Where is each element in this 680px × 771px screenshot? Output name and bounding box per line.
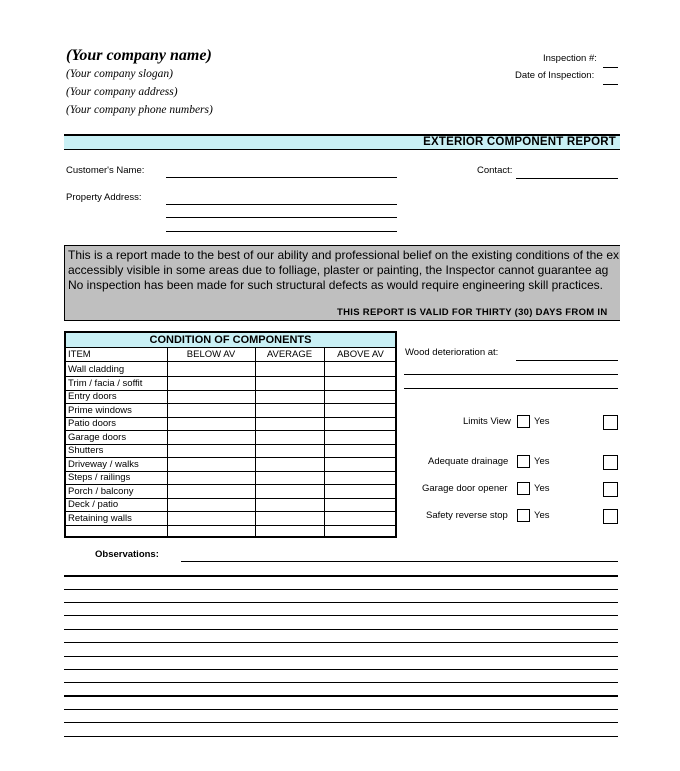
property-address-field-1[interactable] <box>166 204 397 205</box>
limits-view-yes-label: Yes <box>534 416 550 427</box>
validity-notice: THIS REPORT IS VALID FOR THIRTY (30) DAYS FROM IN <box>337 307 608 318</box>
column-header-item: ITEM <box>68 349 91 360</box>
adequate-drainage-yes-label: Yes <box>534 456 550 467</box>
column-header-below-av: BELOW AV <box>186 349 236 360</box>
observation-line[interactable] <box>64 642 618 643</box>
observation-line[interactable] <box>181 561 618 562</box>
observation-line[interactable] <box>64 656 618 657</box>
adequate-drainage-checkbox[interactable] <box>517 455 530 468</box>
wood-deterioration-field-1[interactable] <box>516 360 618 361</box>
company-slogan: (Your company slogan) <box>66 68 173 80</box>
property-address-label: Property Address: <box>66 192 142 203</box>
wood-deterioration-field-2[interactable] <box>404 374 618 375</box>
observation-line[interactable] <box>64 669 618 670</box>
observation-line[interactable] <box>64 602 618 603</box>
safety-reverse-stop-checkbox[interactable] <box>517 509 530 522</box>
report-title: EXTERIOR COMPONENT REPORT <box>423 136 616 148</box>
observation-line[interactable] <box>64 589 618 590</box>
components-title: CONDITION OF COMPONENTS <box>66 333 395 348</box>
table-row: Patio doors <box>68 418 117 429</box>
garage-door-opener-yes-label: Yes <box>534 483 550 494</box>
property-address-field-2[interactable] <box>166 217 397 218</box>
observation-line[interactable] <box>64 709 618 710</box>
contact-field[interactable] <box>516 178 618 179</box>
table-row: Garage doors <box>68 432 127 443</box>
safety-reverse-stop-checkbox-2[interactable] <box>603 509 618 524</box>
wood-deterioration-field-3[interactable] <box>404 388 618 389</box>
adequate-drainage-label: Adequate drainage <box>428 456 509 467</box>
observation-line[interactable] <box>64 722 618 723</box>
table-row: Prime windows <box>68 405 132 416</box>
table-row: Shutters <box>68 445 104 456</box>
table-row: Wall cladding <box>68 364 125 375</box>
limits-view-checkbox-2[interactable] <box>603 415 618 430</box>
column-header-above-av: ABOVE AV <box>337 349 384 360</box>
company-phone: (Your company phone numbers) <box>66 104 213 116</box>
disclaimer-box <box>64 245 620 321</box>
disclaimer-line-3: No inspection has been made for such structural defects as would require engineering skill practices. <box>68 278 603 292</box>
customer-name-label: Customer's Name: <box>66 165 145 176</box>
customer-name-field[interactable] <box>166 177 397 178</box>
observations-label: Observations: <box>95 549 159 560</box>
table-row: Trim / facia / soffit <box>68 378 143 389</box>
adequate-drainage-checkbox-2[interactable] <box>603 455 618 470</box>
observation-line[interactable] <box>64 629 618 630</box>
garage-door-opener-checkbox-2[interactable] <box>603 482 618 497</box>
company-address: (Your company address) <box>66 86 178 98</box>
garage-door-opener-label: Garage door opener <box>422 483 508 494</box>
property-address-field-3[interactable] <box>166 231 397 232</box>
garage-door-opener-checkbox[interactable] <box>517 482 530 495</box>
safety-reverse-stop-label: Safety reverse stop <box>426 510 508 521</box>
table-row: Porch / balcony <box>68 486 134 497</box>
report-title-banner <box>64 134 620 150</box>
observation-line[interactable] <box>64 575 618 577</box>
company-name: (Your company name) <box>66 47 212 64</box>
wood-deterioration-label: Wood deterioration at: <box>405 347 499 358</box>
observation-line[interactable] <box>64 682 618 683</box>
table-row: Deck / patio <box>68 499 119 510</box>
limits-view-label: Limits View <box>463 416 511 427</box>
observation-line[interactable] <box>64 615 618 616</box>
components-table <box>64 331 397 538</box>
inspection-number-label: Inspection #: <box>543 53 597 64</box>
table-row: Steps / railings <box>68 472 131 483</box>
observation-line[interactable] <box>64 695 618 697</box>
inspection-date-field[interactable] <box>603 84 618 85</box>
column-header-average: AVERAGE <box>266 349 313 360</box>
inspection-date-label: Date of Inspection: <box>515 70 595 81</box>
table-row: Driveway / walks <box>68 459 139 470</box>
disclaimer-line-2: accessibly visible in some areas due to folliage, plaster or painting, the Inspector cannot guarantee ag <box>68 263 609 277</box>
safety-reverse-stop-yes-label: Yes <box>534 510 550 521</box>
limits-view-checkbox[interactable] <box>517 415 530 428</box>
observation-line[interactable] <box>64 736 618 737</box>
table-row: Retaining walls <box>68 513 132 524</box>
disclaimer-line-1: This is a report made to the best of our ability and professional belief on the existing conditions of the ex <box>68 248 619 262</box>
contact-label: Contact: <box>477 165 513 176</box>
table-row: Entry doors <box>68 391 117 402</box>
inspection-number-field[interactable] <box>603 67 618 68</box>
